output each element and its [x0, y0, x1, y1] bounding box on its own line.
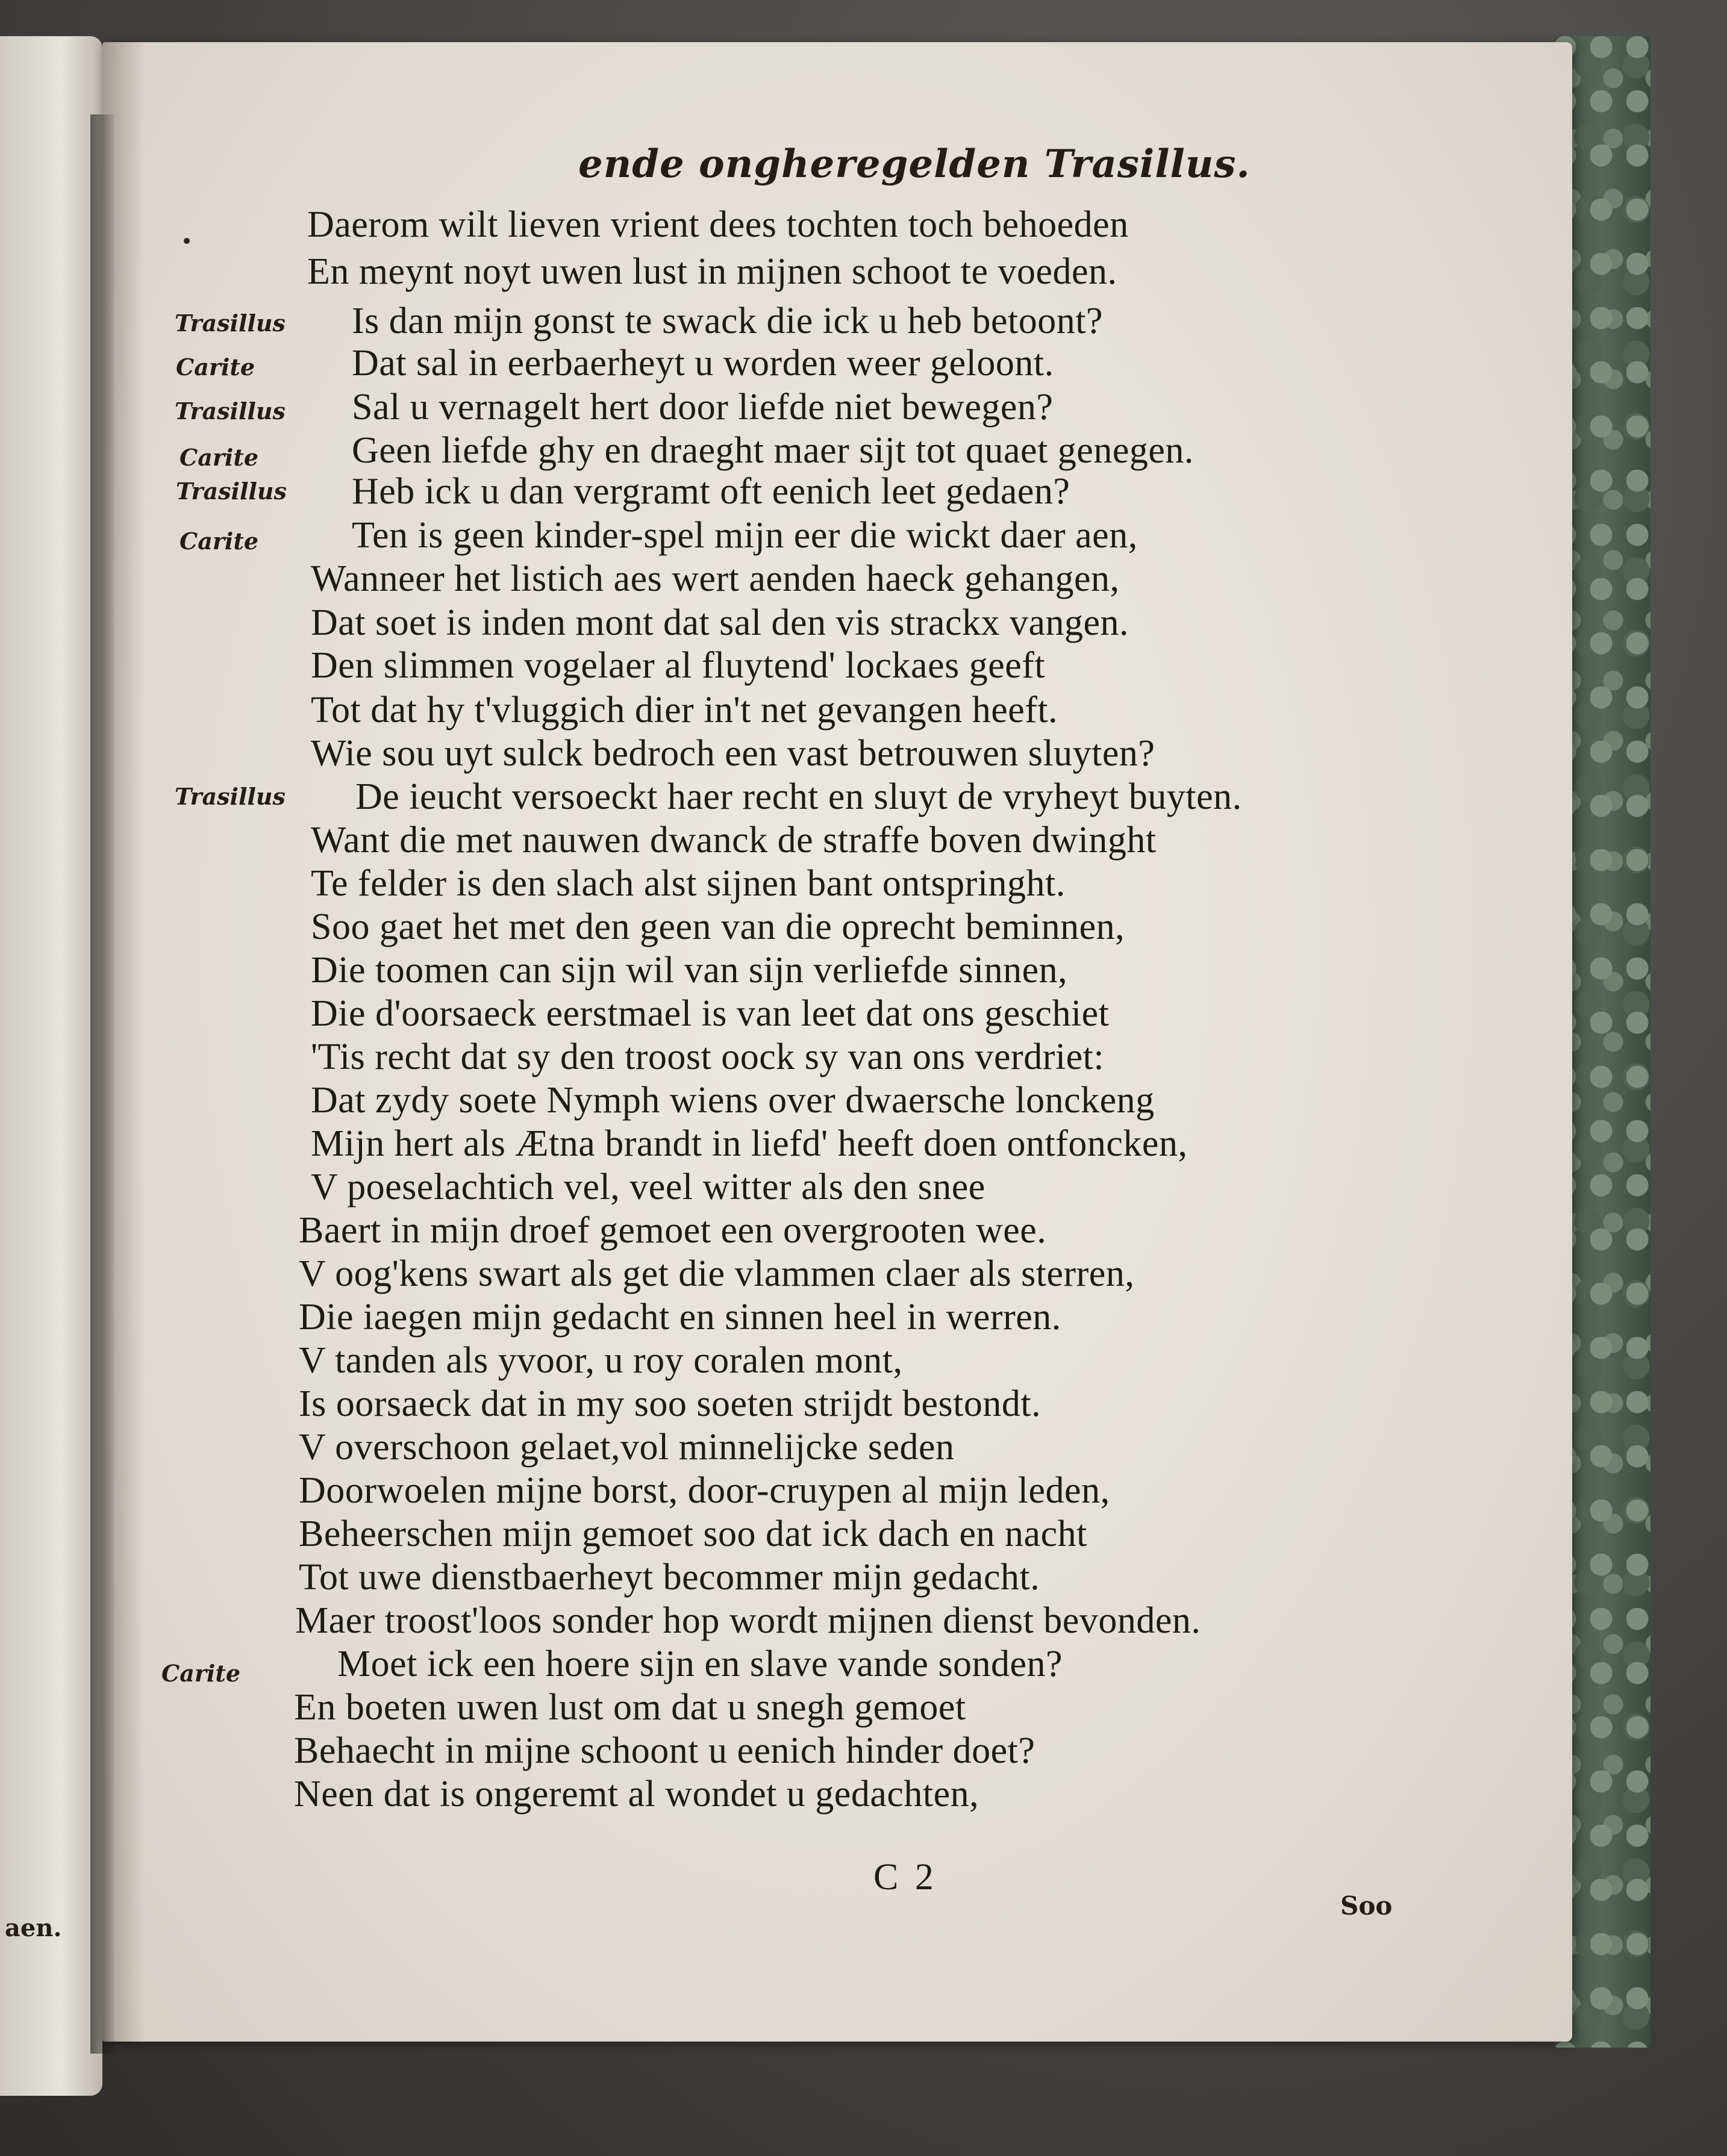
verse-line: Geen liefde ghy en draeght maer sijt tot quaet genegen.: [352, 430, 1194, 471]
verse-line: Te felder is den slach alst sijnen bant ontspringht.: [311, 863, 1066, 904]
verse-line: V tanden als yvoor, u roy coralen mont,: [299, 1340, 903, 1381]
verse-line: Tot dat hy t'vluggich dier in't net gevangen heeft.: [311, 690, 1058, 731]
verse-line: En meynt noyt uwen lust in mijnen schoot te voeden.: [307, 251, 1117, 292]
verse-line: V oog'kens swart als get die vlammen claer als sterren,: [299, 1253, 1135, 1294]
speaker-label: Carite: [176, 354, 255, 381]
verse-line: Is oorsaeck dat in my soo soeten strijdt bestondt.: [299, 1383, 1042, 1424]
signature-mark: C 2: [873, 1857, 937, 1898]
verse-line: Baert in mijn droef gemoet een overgrooten wee.: [299, 1210, 1047, 1251]
speaker-label: Trasillus: [175, 397, 286, 425]
gutter-shadow: [90, 114, 114, 2054]
verse-line: Wie sou uyt sulck bedroch een vast betrouwen sluyten?: [311, 733, 1155, 774]
verse-line: Mijn hert als Ætna brandt in liefd' heeft doen ontfoncken,: [311, 1123, 1188, 1164]
speaker-label: Carite: [161, 1660, 241, 1687]
verse-line: Wanneer het listich aes wert aenden haeck gehangen,: [311, 558, 1120, 599]
speaker-label: Trasillus: [175, 783, 286, 810]
verse-line: Dat zydy soete Nymph wiens over dwaersche lonckeng: [311, 1080, 1155, 1121]
verse-line: Neen dat is ongeremt al wondet u gedachten,: [294, 1774, 979, 1815]
verse-line: De ieucht versoeckt haer recht en sluyt de vryheyt buyten.: [355, 776, 1242, 817]
verse-line: Doorwoelen mijne borst, door-cruypen al mijn leden,: [299, 1470, 1110, 1511]
verse-line: Behaecht in mijne schoont u eenich hinder doet?: [294, 1730, 1035, 1771]
running-header: ende ongheregelden Trasillus.: [578, 142, 1251, 187]
verse-line: Is dan mijn gonst te swack die ick u heb betoont?: [352, 301, 1104, 341]
verse-line: Die iaegen mijn gedacht en sinnen heel in werren.: [299, 1297, 1061, 1338]
left-page-edge: [0, 36, 102, 2096]
verse-line: En boeten uwen lust om dat u snegh gemoet: [294, 1687, 966, 1728]
verse-line: Den slimmen vogelaer al fluytend' lockaes geeft: [311, 645, 1046, 686]
verse-line: Want die met nauwen dwanck de straffe boven dwinght: [311, 820, 1157, 861]
left-page-fragment: aen.: [5, 1914, 62, 1942]
speaker-label: Trasillus: [175, 310, 286, 337]
verse-line: Soo gaet het met den geen van die oprecht beminnen,: [311, 906, 1125, 947]
catchword: Soo: [1340, 1891, 1393, 1921]
speaker-label: Carite: [180, 528, 259, 555]
verse-line: V overschoon gelaet,vol minnelijcke seden: [299, 1427, 955, 1468]
verse-line: Dat soet is inden mont dat sal den vis strackx vangen.: [311, 602, 1129, 643]
verse-line: Maer troost'loos sonder hop wordt mijnen dienst bevonden.: [295, 1600, 1201, 1641]
verse-line: Ten is geen kinder-spel mijn eer die wickt daer aen,: [352, 515, 1138, 556]
verse-line: Daerom wilt lieven vrient dees tochten toch behoeden: [307, 204, 1129, 245]
verse-line: Tot uwe dienstbaerheyt becommer mijn gedacht.: [299, 1557, 1040, 1598]
verse-line: Die d'oorsaeck eerstmael is van leet dat ons geschiet: [311, 993, 1110, 1034]
verse-line: Heb ick u dan vergramt oft eenich leet gedaen?: [352, 471, 1070, 512]
verse-line: Sal u vernagelt hert door liefde niet bewegen?: [352, 387, 1054, 428]
speaker-label: Trasillus: [176, 478, 287, 505]
verse-line: Dat sal in eerbaerheyt u worden weer geloont.: [352, 343, 1054, 384]
speaker-label: Carite: [180, 444, 259, 471]
margin-dot: [184, 238, 190, 244]
verse-line: Moet ick een hoere sijn en slave vande sonden?: [337, 1643, 1063, 1684]
verse-line: Die toomen can sijn wil van sijn verliefde sinnen,: [311, 950, 1068, 991]
verse-line: Beheerschen mijn gemoet soo dat ick dach en nacht: [299, 1513, 1087, 1554]
verse-line: V poeselachtich vel, veel witter als den snee: [311, 1167, 985, 1207]
verse-line: 'Tis recht dat sy den troost oock sy van ons verdriet:: [311, 1036, 1105, 1077]
